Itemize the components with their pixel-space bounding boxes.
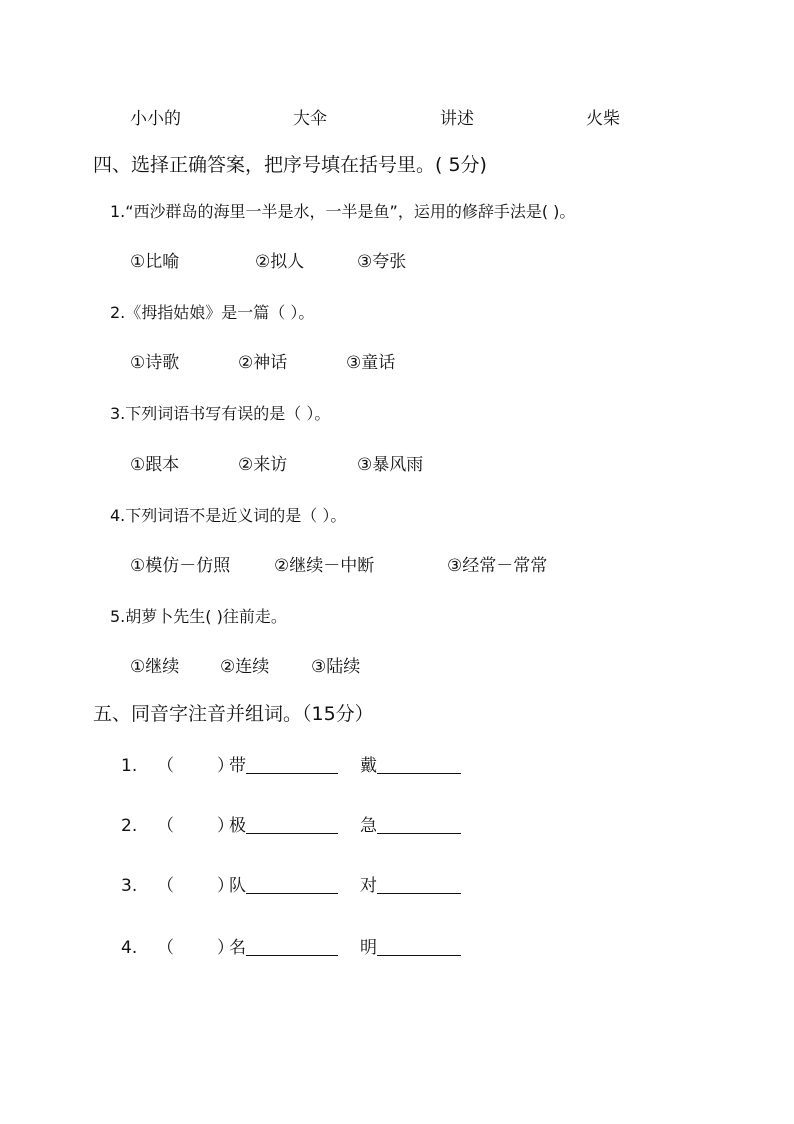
paren-open: （ xyxy=(157,938,174,958)
word-item: 小小的 xyxy=(130,109,181,129)
homophone-char: 名 xyxy=(229,938,246,958)
answer-blank[interactable] xyxy=(246,772,338,774)
paren-open: （ xyxy=(157,756,174,776)
question-1-option-2: ②拟人 xyxy=(255,252,305,272)
homophone-row xyxy=(121,758,461,775)
question-3-option-2: ②来访 xyxy=(238,455,288,475)
section4-heading: 四、选择正确答案，把序号填在括号里。( 5分) xyxy=(93,154,487,176)
row-number: 4. xyxy=(121,938,138,958)
question-1-text: 1.“西沙群岛的海里一半是水，一半是鱼”，运用的修辞手法是( )。 xyxy=(110,202,576,221)
question-2-option-2: ②神话 xyxy=(238,353,288,373)
row-number: 3. xyxy=(121,876,138,896)
homophone-char: 极 xyxy=(229,816,246,836)
question-1-option-1: ①比喻 xyxy=(130,252,180,272)
question-4-option-3: ③经常－常常 xyxy=(447,556,548,576)
paren-close: ） xyxy=(217,756,234,776)
homophone-char: 对 xyxy=(360,876,377,896)
paren-open: （ xyxy=(157,876,174,896)
paren-close: ） xyxy=(217,938,234,958)
word-item: 大伞 xyxy=(293,109,327,129)
question-4-option-1: ①模仿－仿照 xyxy=(130,556,231,576)
answer-blank[interactable] xyxy=(377,772,461,774)
question-5-option-2: ②连续 xyxy=(220,657,270,677)
answer-blank[interactable] xyxy=(246,832,338,834)
answer-blank[interactable] xyxy=(246,954,338,956)
section5-heading: 五、同音字注音并组词。（15分） xyxy=(93,703,374,725)
question-1-option-3: ③夸张 xyxy=(357,252,407,272)
row-number: 2. xyxy=(121,816,138,836)
paren-close: ） xyxy=(217,816,234,836)
question-2-option-3: ③童话 xyxy=(346,353,396,373)
question-3-option-3: ③暴风雨 xyxy=(357,455,424,475)
word-item: 火柴 xyxy=(586,109,620,129)
question-5-option-1: ①继续 xyxy=(130,657,180,677)
answer-blank[interactable] xyxy=(377,832,461,834)
answer-blank[interactable] xyxy=(377,954,461,956)
question-3-text: 3.下列词语书写有误的是（ ）。 xyxy=(110,404,331,423)
homophone-row xyxy=(121,818,461,835)
homophone-char: 带 xyxy=(229,756,246,776)
paren-close: ） xyxy=(217,876,234,896)
answer-blank[interactable] xyxy=(246,892,338,894)
question-4-option-2: ②继续－中断 xyxy=(274,556,375,576)
homophone-char: 急 xyxy=(360,816,377,836)
homophone-char: 戴 xyxy=(360,756,377,776)
question-2-option-1: ①诗歌 xyxy=(130,353,180,373)
word-item: 讲述 xyxy=(440,109,474,129)
question-3-option-1: ①跟本 xyxy=(130,455,180,475)
question-2-text: 2.《拇指姑娘》是一篇（ ）。 xyxy=(110,303,315,322)
question-5-text: 5.胡萝卜先生( )往前走。 xyxy=(110,607,287,626)
paren-open: （ xyxy=(157,816,174,836)
question-4-text: 4.下列词语不是近义词的是（ ）。 xyxy=(110,506,347,525)
answer-blank[interactable] xyxy=(377,892,461,894)
homophone-char: 队 xyxy=(229,876,246,896)
homophone-row xyxy=(121,878,461,895)
row-number: 1. xyxy=(121,756,138,776)
homophone-char: 明 xyxy=(360,938,377,958)
homophone-row xyxy=(121,940,461,957)
question-5-option-3: ③陆续 xyxy=(311,657,361,677)
